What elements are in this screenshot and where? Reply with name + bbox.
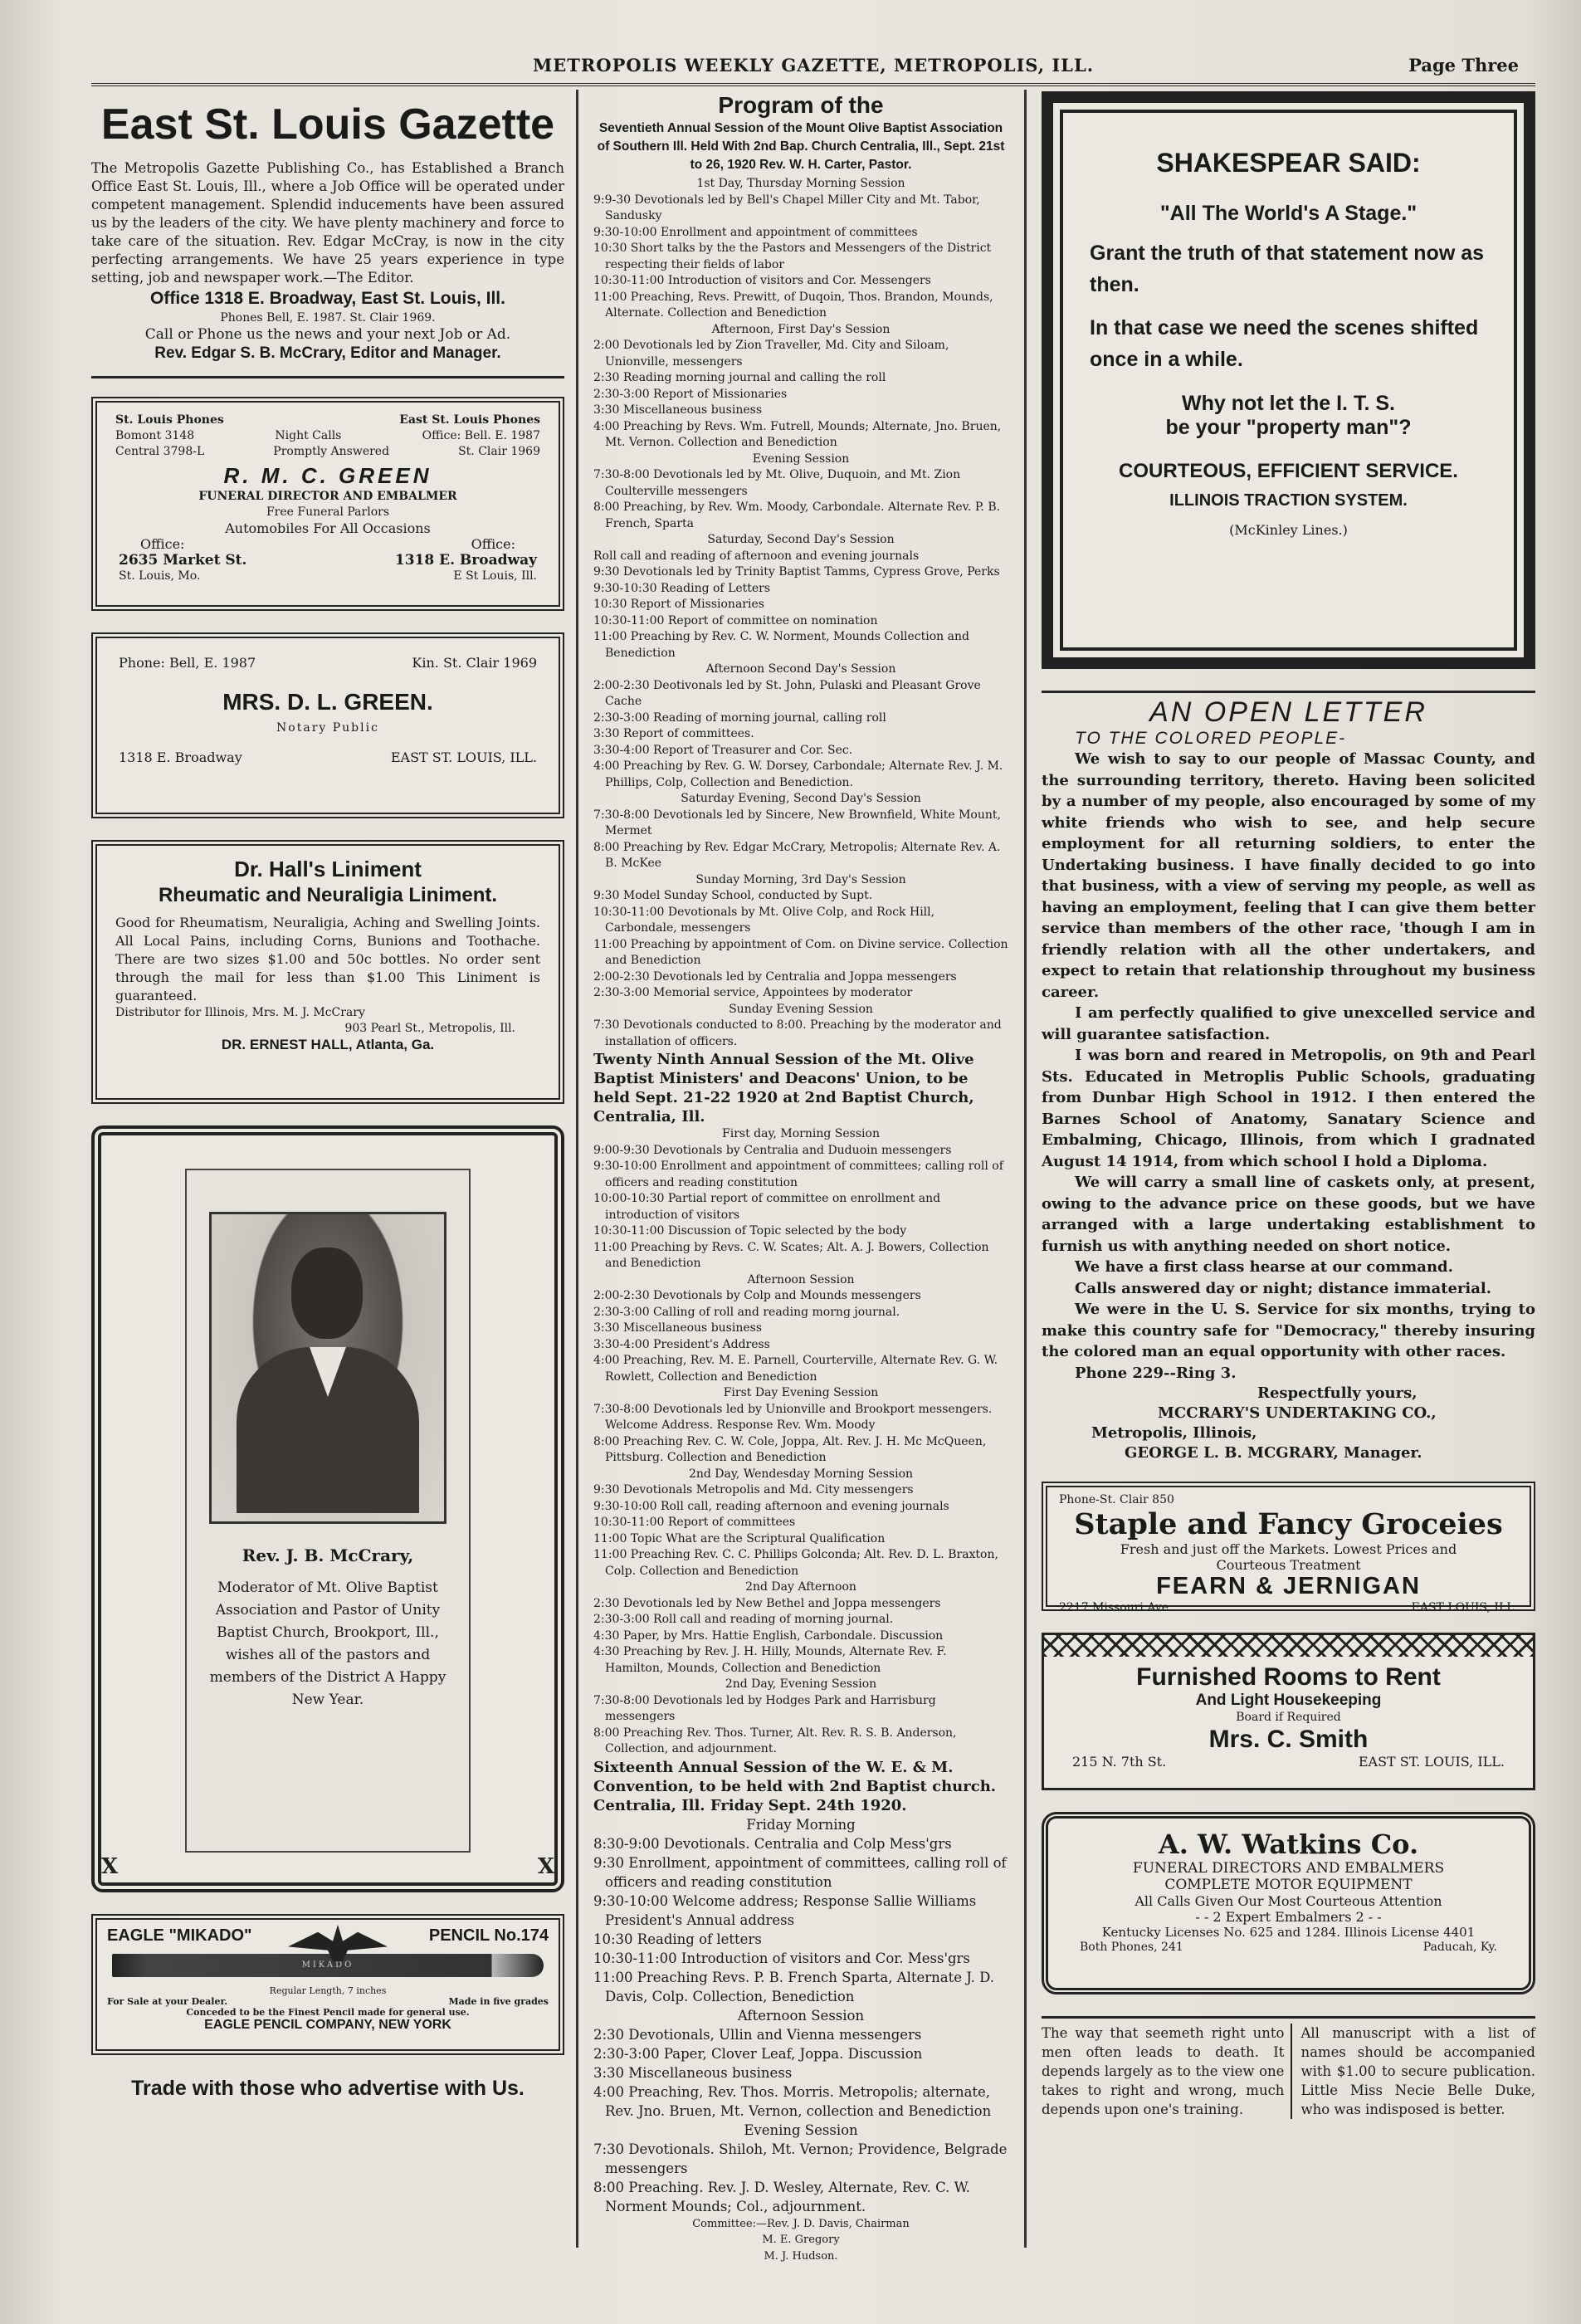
green-parlors: Free Funeral Parlors xyxy=(266,505,390,519)
session-heading: Afternoon Session xyxy=(737,2007,865,2024)
session-heading: Afternoon Session xyxy=(747,1272,855,1286)
rooms-ad xyxy=(1042,1633,1535,1790)
schedule-line: 7:30 Devotionals. Shiloh, Mt. Vernon; Providence, Belgrade messengers xyxy=(593,2141,1008,2176)
schedule-line: 8:00 Preaching, by Rev. Wm. Moody, Carbondale. Alternate Rev. P. B. French, Sparta xyxy=(593,500,1001,530)
ministers-union-heading: Twenty Ninth Annual Session of the Mt. Olive Baptist Ministers' and Deacons' Union, to be held Sept. 21-22 1920 at 2nd Baptist Church, Centralia, Ill. xyxy=(593,1051,974,1125)
green-addr-r: 1318 E. Broadway xyxy=(394,552,537,569)
schedule-line: 2:00-2:30 Deotivonals led by St. John, Pulaski and Pleasant Grove Cache xyxy=(593,678,981,708)
program-subtitle: Seventieth Annual Session of the Mount Olive Baptist Association of Southern Ill. Held With 2nd Bap. Church Centralia, Ill., Sept. 21st to 26, 1920 Rev. W. H. Carter, Pastor. xyxy=(597,121,1005,172)
schedule-line: 11:00 Preaching by Revs. C. W. Scates; Alt. A. J. Bowers, Collection and Benediction xyxy=(593,1240,989,1270)
page-header xyxy=(91,55,1535,86)
schedule-line: 9:30-10:00 Enrollment and appointment of committees; calling roll of officers and reading constitution xyxy=(593,1160,1003,1189)
schedule-line: 11:00 Preaching Rev. C. C. Phillips Golconda; Alt. Rev. D. L. Braxton, Colp. Collection and Benediction xyxy=(593,1548,998,1578)
shakes-line-3: In that case we need the scenes shifted once in a while. xyxy=(1090,316,1479,371)
green-autos: Automobiles For All Occasions xyxy=(225,520,431,536)
schedule-line: 8:00 Preaching Rev. Thos. Turner, Alt. Rev. R. S. B. Anderson, Collection, and adjournment. xyxy=(593,1726,957,1755)
watkins-line-3: All Calls Given Our Most Courteous Attention xyxy=(1135,1893,1442,1909)
green-m1: Night Calls xyxy=(275,429,342,442)
session-heading: First Day Evening Session xyxy=(723,1386,879,1399)
open-letter xyxy=(1042,691,1535,1463)
schedule-line: 4:00 Preaching by Revs. Wm. Futrell, Mounds; Alternate, Jno. Bruen, Mt. Vernon. Collection and Benediction xyxy=(593,419,1002,449)
rooms-addr-row xyxy=(1056,1754,1521,1770)
watkins-line-2: COMPLETE MOTOR EQUIPMENT xyxy=(1164,1877,1413,1893)
green-off-r: Office: xyxy=(471,536,515,552)
green-city-l: St. Louis, Mo. xyxy=(119,569,201,583)
note-right: All manuscript with a list of names should be accompanied with $1.00 to secure publication. Little Miss Necie Belle Duke, who was indisposed is better. xyxy=(1300,2025,1535,2117)
column-rule-2 xyxy=(1024,90,1027,2248)
letter-sign-4: GEORGE L. B. MCGRARY, Manager. xyxy=(1125,1444,1422,1462)
session-heading: Afternoon Second Day's Session xyxy=(705,662,896,676)
schedule-line: 4:00 Preaching, Rev. M. E. Parnell, Courterville, Alternate Rev. G. W. Rowlett, Collection and Benediction xyxy=(593,1354,998,1384)
green-l2: Central 3798-L xyxy=(115,445,205,458)
shakes-line-4: Why not let the I. T. S. xyxy=(1182,392,1395,415)
column-right xyxy=(1042,91,1535,2119)
schedule-line: 2:30-3:00 Memorial service, Appointees by moderator xyxy=(593,986,913,999)
portrait-caption: Moderator of Mt. Olive Baptist Association and Pastor of Unity Baptist Church, Brookport, Ill., wishes all of the pastors and members of the District A Happy New Year. xyxy=(209,1579,446,1708)
pencil-brand: MIKADO xyxy=(301,1960,354,1970)
mrsgreen-name: MRS. D. L. GREEN. xyxy=(222,689,433,715)
schedule-line: 2:30 Devotionals, Ullin and Vienna messengers xyxy=(593,2026,922,2043)
schedule-line: 2:00 Devotionals led by Zion Traveller, Md. City and Siloam, Unionville, messengers xyxy=(593,339,949,369)
schedule-line: 3:30 Miscellaneous business xyxy=(593,1321,763,1335)
letter-p2: I am perfectly qualified to give unexcelled service and will guarantee satisfaction. xyxy=(1042,1004,1535,1043)
watkins-line-1: FUNERAL DIRECTORS AND EMBALMERS xyxy=(1132,1860,1445,1877)
mrsgreen-phone-r: Kin. St. Clair 1969 xyxy=(412,655,537,671)
green-r1: Office: Bell. E. 1987 xyxy=(422,429,540,442)
grocery-phone: Phone-St. Clair 850 xyxy=(1059,1493,1174,1506)
watkins-ad xyxy=(1042,1812,1535,1994)
session-heading: First day, Morning Session xyxy=(722,1127,880,1140)
pencil-sale-l: For Sale at your Dealer. xyxy=(107,1996,228,2007)
gazette-office: Office 1318 E. Broadway, East St. Louis, Ill. xyxy=(150,289,505,308)
schedule-line: 9:30 Enrollment, appointment of committees, calling roll of officers and reading constitution xyxy=(593,1854,1007,1890)
program-title: Program of the xyxy=(718,92,884,118)
gazette-title: East St. Louis Gazette xyxy=(100,100,555,149)
gazette-call: Call or Phone us the news and your next Job or Ad. xyxy=(144,326,511,343)
grocery-addr-r: EAST LOUIS, ILL. xyxy=(1411,1601,1518,1614)
session-heading: 2nd Day Afternoon xyxy=(745,1580,856,1594)
shakes-company: ILLINOIS TRACTION SYSTEM. xyxy=(1169,491,1408,510)
letter-p8: Phone 229--Ring 3. xyxy=(1075,1364,1237,1382)
schedule-line: Roll call and reading of afternoon and evening journals xyxy=(593,549,920,563)
shakespear-ad xyxy=(1042,91,1535,669)
schedule-line: 2:30-3:00 Report of Missionaries xyxy=(593,387,788,401)
hall-body: Good for Rheumatism, Neuraligia, Aching and Swelling Joints. All Local Pains, including Corns, Bunions and Toothache. There are two sizes $1.00 and 50c bottles. No order sent through the mail for less than $1.00 This Liniment is guaranteed. xyxy=(115,915,540,1003)
schedule-line: 7:30-8:00 Devotionals led by Mt. Olive, Duquoin, and Mt. Zion Coulterville messengers xyxy=(593,468,961,498)
session-heading: Sunday Evening Session xyxy=(729,1002,873,1016)
schedule-line: 3:30-4:00 Report of Treasurer and Cor. Sec. xyxy=(593,743,853,757)
schedule-line: 10:00-10:30 Partial report of committee on enrollment and introduction of visitors xyxy=(593,1192,941,1222)
hall-title-1: Dr. Hall's Liniment xyxy=(234,857,422,881)
schedule-line: 9:30-10:30 Reading of Letters xyxy=(593,581,771,595)
schedule-line: 9:30-10:00 Enrollment and appointment of committees xyxy=(593,225,918,239)
schedule-line: 9:00-9:30 Devotionals by Centralia and Duduoin messengers xyxy=(593,1143,952,1157)
schedule-line: 11:00 Preaching by appointment of Com. on Divine service. Collection and Benediction xyxy=(593,937,1008,967)
letter-title: AN OPEN LETTER xyxy=(1149,696,1427,728)
schedule-line: 2:30-3:00 Calling of roll and reading morng journal. xyxy=(593,1305,900,1319)
watkins-phone-row xyxy=(1063,1940,1514,1955)
ministers-union-schedule xyxy=(593,1126,1008,1758)
pencil-length: Regular Length, 7 inches xyxy=(269,1985,387,1996)
letter-p3: I was born and reared in Metropolis, on 9th and Pearl Sts. Educated in Metroplis Public Schools, graduating from Dunbar High School in 1912. I then entered the Barnes School of Anatomy, Sanatary Science and Embalming, Chicago, Illinois, from which I gradnated August 14 1914, from which school I hold a Diploma. xyxy=(1042,1047,1535,1170)
session-heading: Friday Morning xyxy=(746,1816,856,1833)
schedule-line: 7:30-8:00 Devotionals led by Sincere, New Brownfield, White Mount, Mermet xyxy=(593,808,1001,837)
grocery-ad xyxy=(1042,1482,1535,1614)
shakes-title: SHAKESPEAR SAID: xyxy=(1156,148,1421,178)
letter-p6: Calls answered day or night; distance immaterial. xyxy=(1075,1279,1491,1297)
committee-member-3: M. J. Hudson. xyxy=(764,2249,838,2263)
letter-p4: We will carry a small line of caskets only, at present, owing to the advance price on these goods, but we have arranged with a large undertaking establishment to furnish us with anything needed on short notice. xyxy=(1042,1174,1535,1255)
pencil-sale-r: Made in five grades xyxy=(448,1996,549,2007)
green-city-row xyxy=(115,569,540,584)
green-off-l: Office: xyxy=(140,536,185,552)
schedule-line: 9:30-10:00 Welcome address; Response Sallie Williams President's Annual address xyxy=(593,1892,977,1928)
shakes-service: COURTEOUS, EFFICIENT SERVICE. xyxy=(1119,460,1458,482)
schedule-line: 7:30 Devotionals conducted to 8:00. Preaching by the moderator and installation of officers. xyxy=(593,1018,1002,1048)
schedule-line: 2:00-2:30 Devotionals led by Centralia and Joppa messengers xyxy=(593,969,957,984)
green-addr-l: 2635 Market St. xyxy=(119,552,247,569)
schedule-line: 3:30 Miscellaneous business xyxy=(593,403,763,417)
watkins-city: Paducah, Ky. xyxy=(1422,1941,1497,1954)
session-heading: Afternoon, First Day's Session xyxy=(711,322,891,336)
schedule-line: 4:30 Preaching by Rev. J. H. Hilly, Mounds, Alternate Rev. F. Hamilton, Mounds, Collection and Benediction xyxy=(593,1645,947,1675)
portrait-inner-frame xyxy=(185,1169,471,1853)
schedule-line: 8:00 Preaching. Rev. J. D. Wesley, Alternate, Rev. C. W. Norment Mounds; Col., adjournment. xyxy=(593,2179,970,2214)
session-heading: Saturday, Second Day's Session xyxy=(707,533,895,546)
green-phone-heads xyxy=(115,413,540,428)
mrs-green-notary-ad xyxy=(91,632,564,818)
schedule-line: 2:30-3:00 Roll call and reading of morning journal. xyxy=(593,1613,894,1626)
trade-slogan: Trade with those who advertise with Us. xyxy=(131,2077,525,2100)
schedule-line: 8:00 Preaching Rev. C. W. Cole, Joppa, Alt. Rev. J. H. Mc McQueen, Pittsburg. Collection and Benediction xyxy=(593,1434,987,1464)
gazette-body: The Metropolis Gazette Publishing Co., has Established a Branch Office East St. Louis, Ill., where a Job Office will be operated under competent management. Splendid inducements have been assured us by the leaders of the city. We have plenty machinery and force to take care of the situation. Rev. Edgar McCray, is now in the city perfecting arrangements. We have 25 years experience in type setting, job and newspaper work.—The Editor. xyxy=(91,160,564,286)
hall-liniment-ad xyxy=(91,840,564,1104)
session-heading: Saturday Evening, Second Day's Session xyxy=(681,792,921,805)
schedule-line: 10:30-11:00 Report of committee on nomination xyxy=(593,613,878,627)
letter-p7: We were in the U. S. Service for six months, trying to make this country safe for "Democracy," thereby insuring the colored man an equal opportunity with other races. xyxy=(1042,1301,1535,1360)
schedule-line: 8:30-9:00 Devotionals. Centralia and Colp Mess'grs xyxy=(593,1835,952,1852)
session-heading: 2nd Day, Evening Session xyxy=(725,1677,877,1691)
hall-distributor: Distributor for Illinois, Mrs. M. J. McCrary xyxy=(115,1006,365,1019)
schedule-line: 10:30 Report of Missionaries xyxy=(593,598,764,611)
green-funeral-ad xyxy=(91,397,564,611)
grocery-addr-l: 2217 Missouri Ave. xyxy=(1059,1601,1173,1614)
shakes-line-2: Grant the truth of that statement now as then. xyxy=(1090,242,1485,296)
watkins-line-4: - - 2 Expert Embalmers 2 - - xyxy=(1195,1909,1382,1925)
pencil-sale-row xyxy=(107,1996,549,2007)
watkins-phones: Both Phones, 241 xyxy=(1080,1941,1183,1954)
schedule-line: 4:00 Preaching, Rev. Thos. Morris. Metropolis; alternate, Rev. Jno. Bruen, Mt. Vernon, collection and Benediction xyxy=(593,2083,992,2119)
convention-heading: Sixteenth Annual Session of the W. E. & M. Convention, to be held with 2nd Baptist church. Centralia, Ill. Friday Sept. 24th 1920. xyxy=(593,1758,997,1814)
schedule-line: 9:30 Devotionals Metropolis and Md. City messengers xyxy=(593,1483,914,1496)
pencil-right: PENCIL No.174 xyxy=(428,1926,549,1945)
schedule-line: 9:9-30 Devotionals led by Bell's Chapel Miller City and Mt. Tabor, Sandusky xyxy=(593,193,980,222)
schedule-line: 10:30-11:00 Introduction of visitors and Cor. Messengers xyxy=(593,274,931,287)
schedule-line: 2:00-2:30 Devotionals by Colp and Mounds messengers xyxy=(593,1289,921,1302)
grocery-title: Staple and Fancy Groceies xyxy=(1074,1507,1503,1541)
pencil-company: EAGLE PENCIL COMPANY, NEW YORK xyxy=(204,2018,451,2032)
gazette-phones: Phones Bell, E. 1987. St. Clair 1969. xyxy=(220,311,436,325)
letter-subtitle: TO THE COLORED PEOPLE- xyxy=(1075,729,1347,748)
note-left: The way that seemeth right unto men often leads to death. It depends largely as to the view one takes to right and wrong, much depends upon one's training. xyxy=(1042,2024,1292,2119)
green-l1: Bomont 3148 xyxy=(115,429,195,442)
mrsgreen-role: Notary Public xyxy=(276,721,379,735)
schedule-line: 9:30 Devotionals led by Trinity Baptist Tamms, Cypress Grove, Perks xyxy=(593,565,1000,579)
column-left xyxy=(91,91,564,2101)
mrsgreen-phones xyxy=(119,655,537,671)
green-name: R. M. C. GREEN xyxy=(223,463,432,488)
rooms-board: Board if Required xyxy=(1236,1711,1341,1724)
session-heading: 1st Day, Thursday Morning Session xyxy=(696,177,905,190)
grocery-addr-row xyxy=(1059,1600,1518,1616)
green-row-1 xyxy=(115,428,540,444)
rooms-title: Furnished Rooms to Rent xyxy=(1136,1663,1441,1691)
schedule-line: 7:30-8:00 Devotionals led by Hodges Park and Harrisburg messengers xyxy=(593,1693,936,1723)
green-r2: St. Clair 1969 xyxy=(458,445,540,458)
schedule-line: 4:00 Preaching by Rev. G. W. Dorsey, Carbondale; Alternate Rev. J. M. Phillips, Colp, Collection and Benediction. xyxy=(593,759,1003,789)
shakes-line-5: be your "property man"? xyxy=(1165,416,1412,439)
schedule-line: 11:00 Topic What are the Scriptural Qualification xyxy=(593,1531,886,1545)
schedule-line: 10:30-11:00 Discussion of Topic selected by the body xyxy=(593,1224,907,1238)
session-heading: 2nd Day, Wendesday Morning Session xyxy=(688,1467,914,1481)
hall-sign: DR. ERNEST HALL, Atlanta, Ga. xyxy=(221,1037,435,1052)
schedule-line: 8:00 Preaching by Rev. Edgar McCrary, Metropolis; Alternate Rev. A. B. McKee xyxy=(593,840,1001,870)
gazette-notice xyxy=(91,91,564,378)
eagle-pencil-ad xyxy=(91,1914,564,2055)
schedule-line: 10:30-11:00 Devotionals by Mt. Olive Colp, and Rock Hill, Carbondale, messengers xyxy=(593,905,935,935)
watkins-title: A. W. Watkins Co. xyxy=(1158,1828,1419,1860)
schedule-line: 11:00 Preaching, Revs. Prewitt, of Duqoin, Thos. Brandon, Mounds, Alternate. Collection and Benediction xyxy=(593,290,993,320)
schedule-line: 2:30 Devotionals led by New Bethel and Joppa messengers xyxy=(593,1596,941,1610)
portrait-frame xyxy=(91,1125,564,1892)
pencil-icon xyxy=(112,1954,544,1977)
mrsgreen-addr-l: 1318 E. Broadway xyxy=(119,749,242,765)
schedule-line: 2:30-3:00 Reading of morning journal, calling roll xyxy=(593,710,886,725)
session-heading: Evening Session xyxy=(752,452,850,466)
schedule-line: 10:30-11:00 Report of committees xyxy=(593,1516,796,1529)
portrait-name: Rev. J. B. McCrary, xyxy=(242,1545,414,1565)
schedule-line: 3:30 Report of committees. xyxy=(593,727,754,740)
schedule-line: 10:30 Short talks by the the Pastors and Messengers of the District respecting their fields of labor xyxy=(593,242,992,271)
rooms-addr-r: EAST ST. LOUIS, ILL. xyxy=(1358,1754,1505,1770)
grocery-sub-1: Fresh and just off the Markets. Lowest Prices and xyxy=(1120,1541,1457,1557)
watkins-line-5: Kentucky Licenses No. 625 and 1284. Illinois License 4401 xyxy=(1101,1925,1476,1940)
convention-schedule xyxy=(593,1815,1008,2216)
schedule-line: 3:30-4:00 President's Address xyxy=(593,1337,770,1351)
schedule-line: 11:00 Preaching Revs. P. B. French Sparta, Alternate J. D. Davis, Colp. Collection, Benediction xyxy=(593,1969,994,2004)
schedule-line: 4:30 Paper, by Mrs. Hattie English, Carbondale. Discussion xyxy=(593,1628,944,1643)
diamond-border-top xyxy=(1044,1635,1533,1657)
rooms-name: Mrs. C. Smith xyxy=(1208,1726,1369,1753)
gazette-editor: Rev. Edgar S. B. McCrary, Editor and Manager. xyxy=(154,344,501,362)
green-office-row xyxy=(115,536,540,552)
rooms-sub: And Light Housekeeping xyxy=(1195,1692,1382,1709)
hall-addr: 903 Pearl St., Metropolis, Ill. xyxy=(344,1022,515,1035)
committee-member-2: M. E. Gregory xyxy=(762,2234,840,2246)
mrsgreen-phone-l: Phone: Bell, E. 1987 xyxy=(119,655,256,671)
session-heading: Sunday Morning, 3rd Day's Session xyxy=(695,872,906,886)
schedule-line: 3:30 Miscellaneous business xyxy=(593,2064,793,2081)
hall-title-2: Rheumatic and Neuraligia Liniment. xyxy=(158,884,498,906)
green-m2: Promptly Answered xyxy=(273,445,390,458)
corner-mark-right: X xyxy=(537,1854,554,1879)
session-heading: Evening Session xyxy=(744,2121,858,2138)
green-left-head: St. Louis Phones xyxy=(115,413,224,427)
letter-p1: We wish to say to our people of Massac County, and the surrounding territory, thereto. Having been solicited by a number of my people, also encouraged by some of my white friends who wish to see, and help secure employment for all returning soldiers, to enter the Undertaking business. I have finally decided to go into that business, with a view of serving my people, as well as having an employment, feeling that I can give them better service than members of the other race, 'though I am in friendly relation with all the other undertakers, and expect to retain that relationship throughout my business career. xyxy=(1042,750,1535,1001)
pencil-left: EAGLE "MIKADO" xyxy=(107,1926,252,1945)
schedule-line: 7:30-8:00 Devotionals led by Unionville and Brookport messengers. Welcome Address. Response Rev. Wm. Moody xyxy=(593,1402,993,1432)
green-right-head: East St. Louis Phones xyxy=(399,413,540,427)
schedule-line: 2:30 Reading morning journal and calling the roll xyxy=(593,371,886,384)
portrait-photo xyxy=(209,1212,446,1524)
letter-sign-2: MCCRARY'S UNDERTAKING CO., xyxy=(1158,1404,1437,1422)
green-row-2 xyxy=(115,444,540,460)
schedule-line: 11:00 Preaching by Rev. C. W. Norment, Mounds Collection and Benediction xyxy=(593,630,969,660)
schedule-line: 9:30 Model Sunday School, conducted by Supt. xyxy=(593,889,873,902)
corner-mark-left: X xyxy=(101,1854,119,1879)
column-rule-1 xyxy=(576,90,578,2248)
schedule-line: 10:30 Reading of letters xyxy=(593,1931,762,1947)
column-program xyxy=(593,91,1008,2264)
page-number: Page Three xyxy=(1408,55,1519,76)
association-schedule xyxy=(593,176,1008,1050)
shakes-lines: (McKinley Lines.) xyxy=(1229,522,1348,538)
masthead-title: METROPOLIS WEEKLY GAZETTE, METROPOLIS, ILL. xyxy=(532,55,1095,76)
photo-head xyxy=(291,1247,363,1339)
pencil-concede: Conceded to be the Finest Pencil made for general use. xyxy=(186,2007,470,2018)
grocery-name: FEARN & JERNIGAN xyxy=(1156,1573,1421,1599)
bottom-notes xyxy=(1042,2016,1535,2119)
schedule-line: 9:30-10:00 Roll call, reading afternoon and evening journals xyxy=(593,1499,949,1513)
mrsgreen-addr-r: EAST ST. LOUIS, ILL. xyxy=(390,749,537,765)
schedule-line: 10:30-11:00 Introduction of visitors and Cor. Mess'grs xyxy=(593,1950,970,1966)
schedule-line: 2:30-3:00 Paper, Clover Leaf, Joppa. Discussion xyxy=(593,2045,923,2062)
green-sub: FUNERAL DIRECTOR AND EMBALMER xyxy=(198,490,457,503)
letter-sign-3: Metropolis, Illinois, xyxy=(1091,1424,1257,1442)
mrsgreen-addr-row xyxy=(119,749,537,765)
green-city-r: E St Louis, Ill. xyxy=(453,569,537,583)
letter-sign-1: Respectfully yours, xyxy=(1257,1384,1418,1402)
letter-p5: We have a first class hearse at our command. xyxy=(1075,1258,1453,1276)
shakes-quote: "All The World's A Stage." xyxy=(1159,202,1418,225)
rooms-addr-l: 215 N. 7th St. xyxy=(1072,1754,1167,1770)
committee-line: Committee:—Rev. J. D. Davis, Chairman xyxy=(692,2217,910,2230)
green-addr-row xyxy=(115,552,540,569)
grocery-sub-2: Courteous Treatment xyxy=(1216,1557,1361,1573)
